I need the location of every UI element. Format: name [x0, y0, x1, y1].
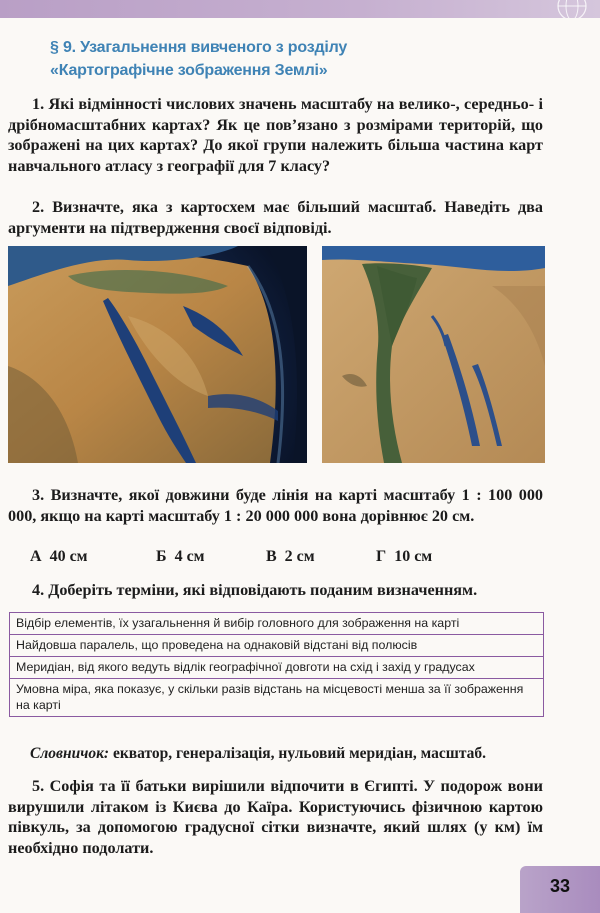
answer-letter: Г: [376, 548, 387, 565]
answer-value: 2 см: [284, 548, 315, 565]
globe-icon: [552, 0, 592, 18]
question-number: 3.: [32, 486, 45, 504]
answer-letter: В: [266, 548, 277, 565]
answer-option-b[interactable]: [156, 548, 205, 566]
vocabulary-line: [30, 745, 550, 763]
map-arabia-satellite: [8, 246, 307, 463]
answer-option-d[interactable]: [376, 548, 432, 566]
table-row: [10, 657, 544, 679]
question-number: 4.: [32, 581, 45, 599]
section-heading-line2: «Картографічне зображення Землі»: [50, 62, 328, 79]
answer-letter: А: [30, 548, 42, 565]
table-row: [10, 613, 544, 635]
question-text: Визначте, якої довжини буде лінія на карті масштабу 1 : 100 000 000, якщо на карті масштабу 1 : 20 000 000 вона дорівнює 20 см.: [8, 486, 544, 525]
question-1: [8, 94, 543, 176]
answer-letter: Б: [156, 548, 167, 565]
answer-options: [30, 548, 510, 570]
question-2: [8, 197, 543, 238]
table-row: [10, 679, 544, 717]
definition-cell: Умовна міра, яка показує, у скільки разів відстань на місцевості менша за її зображення на карті: [10, 679, 544, 717]
answer-value: 40 см: [49, 548, 88, 565]
table-row: [10, 635, 544, 657]
question-5: [8, 776, 543, 858]
section-heading: [50, 36, 570, 82]
question-text: Доберіть терміни, які відповідають поданим визначенням.: [48, 581, 478, 599]
question-3: [8, 485, 543, 526]
vocabulary-terms: екватор, генералізація, нульовий меридіан, масштаб.: [112, 745, 486, 762]
definition-cell: Меридіан, від якого ведуть відлік географічної довготи на схід і захід у градусах: [10, 657, 544, 679]
map-figures: [8, 246, 545, 463]
question-number: 1.: [32, 95, 45, 113]
map-egypt-satellite: [322, 246, 545, 463]
question-text: Софія та її батьки вирішили відпочити в Єгипті. У подорож вони вирушили літаком із Києва до Каїра. Користуючись фізичною картою півкуль, за допомогою градусної сітки визначте, який шлях (у км) їм необхідно подолати.: [8, 777, 543, 857]
answer-option-c[interactable]: [266, 548, 315, 566]
top-decor-band: [0, 0, 600, 18]
answer-option-a[interactable]: [30, 548, 88, 566]
answer-value: 4 см: [174, 548, 205, 565]
definitions-table: [9, 612, 544, 717]
section-heading-line1: § 9. Узагальнення вивченого з розділу: [50, 39, 348, 56]
question-text: Визначте, яка з картосхем має більший масштаб. Наведіть два аргументи на підтвердження своєї відповіді.: [8, 198, 544, 237]
question-number: 5.: [32, 777, 45, 795]
answer-value: 10 см: [394, 548, 433, 565]
vocabulary-label: Словничок:: [30, 745, 110, 762]
question-number: 2.: [32, 198, 45, 216]
page-number-badge: [520, 866, 600, 913]
definition-cell: Відбір елементів, їх узагальнення й вибір головного для зображення на карті: [10, 613, 544, 635]
question-4: [8, 580, 543, 601]
definition-cell: Найдовша паралель, що проведена на однаковій відстані від полюсів: [10, 635, 544, 657]
question-text: Які відмінності числових значень масштабу на велико-, середньо- і дрібномасштабних картах? Як це пов’язано з розмірами територій, що зображені на цих картах? До якої групи належить більша частина карт навчального атласу з географії для 7 класу?: [8, 95, 544, 175]
page-number: 33: [549, 876, 571, 896]
